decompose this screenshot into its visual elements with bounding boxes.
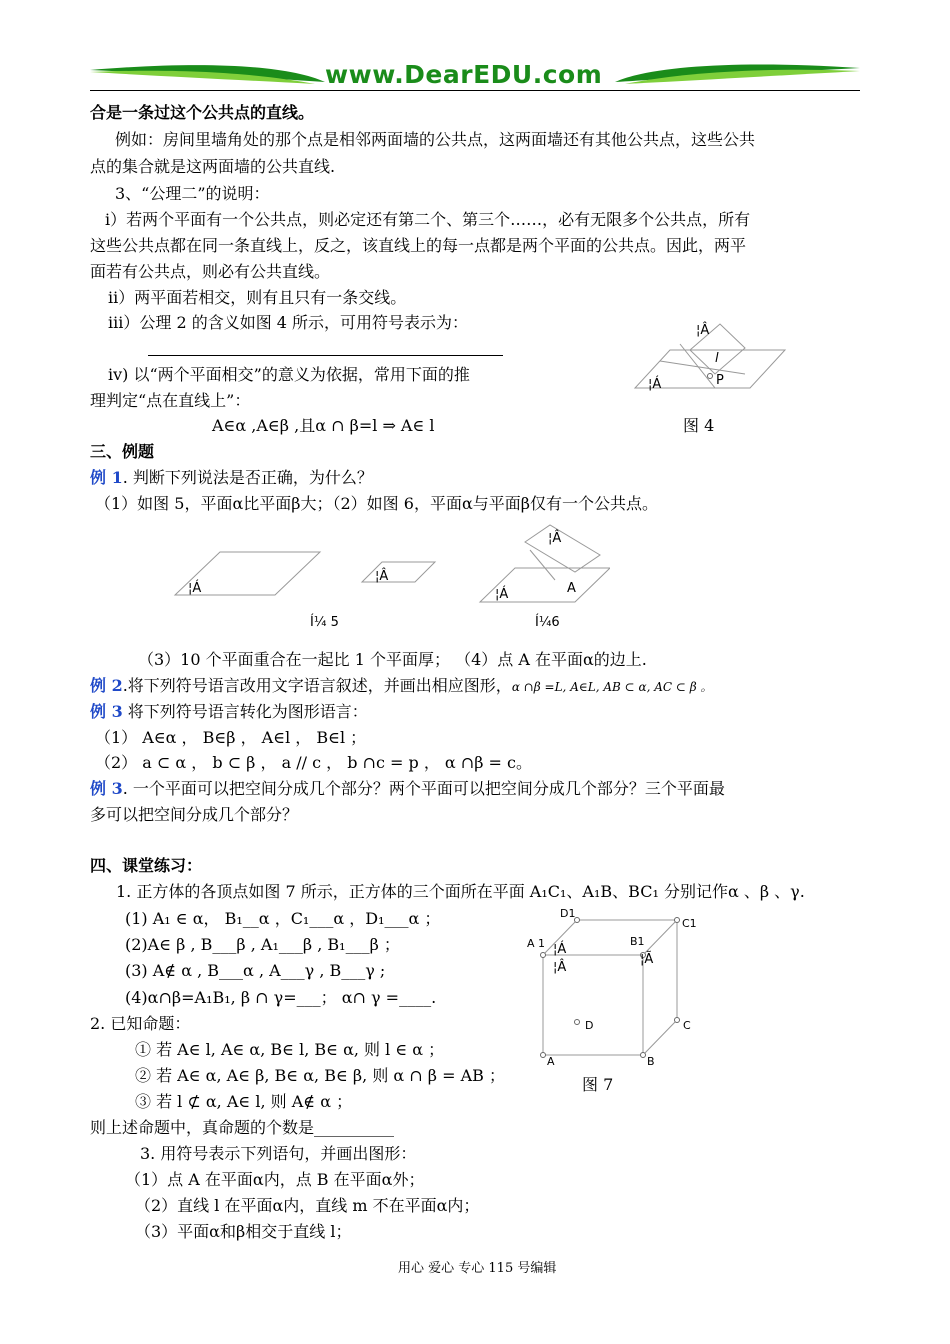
practice-3-item-3: （3）平面α和β相交于直线 l；: [135, 1222, 352, 1241]
practice-1-item-2: (2)A∈ β , B___β , A₁___β , B₁___β ；: [125, 935, 400, 954]
example-4-line: 例 3. 一个平面可以把空间分成几个部分？两个平面可以把空间分成几个部分？三个平面最: [90, 779, 725, 798]
fig7-label-c: C: [683, 1019, 691, 1032]
fig7-gamma-label: ¦Ã: [640, 952, 654, 967]
fig7-label-b1: B1: [630, 935, 645, 948]
example-3-line: 例 3 将下列符号语言转化为图形语言：: [90, 702, 368, 721]
page-footer: 用心 爱心 专心 115 号编辑: [398, 1261, 557, 1276]
fig7-label-d: D: [585, 1019, 594, 1032]
section-heading-examples: 三、例题: [90, 442, 155, 461]
figure-7-cube-diagram: [525, 905, 705, 1070]
practice-2-item-3: ③ 若 l ⊄ α, A∈ l, 则 A∉ α ；: [135, 1092, 353, 1111]
fig5-caption: Í¼ 5: [310, 615, 339, 630]
paragraph-line: 面若有公共点，则必有公共直线。: [90, 262, 331, 281]
fig7-label-d1: D1: [560, 907, 576, 920]
fig6-alpha-label: ¦Á: [495, 587, 509, 602]
figure-7-caption: 图 7: [582, 1075, 614, 1094]
paragraph-line: ⅲ）公理 2 的含义如图 4 所示，可用符号表示为：: [108, 313, 469, 332]
fig6-beta-label: ¦Â: [548, 531, 562, 546]
fig4-alpha-label: ¦Á: [648, 377, 662, 392]
practice-1-item-4: (4)α∩β=A₁B₁, β ∩ γ=___； α∩ γ =____.: [125, 988, 437, 1007]
header-rule: [90, 90, 860, 91]
paragraph-line: iv) 以“两个平面相交”的意义为依据，常用下面的推: [108, 365, 470, 384]
fig5-alpha-label: ¦Á: [188, 581, 202, 596]
fig6-point-label: A: [567, 581, 576, 596]
fig7-label-a: A: [547, 1055, 555, 1068]
example-3-item-1: （1） A∈α ， B∈β ， A∈l ， B∈l ；: [95, 728, 367, 747]
fig7-label-c1: C1: [682, 917, 697, 930]
example-4-label: 例 3: [90, 779, 123, 798]
paragraph-line: 这些公共点都在同一条直线上，反之，该直线上的每一点都是两个平面的公共点。因此，两平: [90, 236, 747, 255]
example-1-questions: （1）如图 5，平面α比平面β大；（2）如图 6，平面α与平面β仅有一个公共点。: [95, 494, 659, 513]
subheading: 3、“公理二”的说明：: [115, 184, 270, 203]
example-1-questions-cont: （3）10 个平面重合在一起比 1 个平面厚； （4）点 A 在平面α的边上.: [138, 650, 647, 669]
paragraph-line: 理判定“点在直线上”：: [90, 391, 251, 410]
practice-3-item-1: （1）点 A 在平面α内，点 B 在平面α外；: [125, 1170, 425, 1189]
paragraph-line: ⅰ）若两个平面有一个公共点，则必定还有第二个、第三个……，必有无限多个公共点，所有: [105, 210, 751, 229]
fig5-beta-label: ¦Â: [375, 569, 389, 584]
section-heading-practice: 四、课堂练习：: [90, 856, 203, 875]
fig7-label-b: B: [647, 1055, 655, 1068]
paragraph-line: 点的集合就是这两面墙的公共直线.: [90, 157, 336, 176]
fig4-point-label: P: [716, 373, 724, 388]
formula-line: A∈α ,A∈β ,且α ∩ β=l ⇒ A∈ l: [212, 416, 435, 435]
practice-1-item-1: (1) A₁ ∈ α， B₁__α ，C₁___α ，D₁___α ；: [125, 909, 441, 928]
fig4-line-label: l: [715, 351, 719, 366]
practice-1-item-3: (3) A∉ α , B___α , A___γ , B___γ ;: [125, 961, 386, 980]
example-2-line: 例 2.将下列符号语言改用文字语言叙述，并画出相应图形，α ∩β =L, A∈L, AB ⊂ α, AC ⊂ β 。: [90, 676, 713, 695]
practice-2-item-1: ① 若 A∈ l, A∈ α, B∈ l, B∈ α, 则 l ∈ α ；: [135, 1040, 445, 1059]
example-3-label: 例 3: [90, 702, 123, 721]
practice-2-question: 则上述命题中，真命题的个数是__________: [90, 1118, 395, 1137]
figure-5-6-diagram: [170, 520, 610, 635]
practice-1: 1. 正方体的各顶点如图 7 所示，正方体的三个面所在平面 A₁C₁、A₁B、BC₁ 分别记作α 、β 、γ.: [116, 882, 805, 901]
site-logo[interactable]: www.DearEDU.com: [325, 60, 603, 89]
fig7-label-a1: A 1: [527, 937, 546, 950]
example-1-line: 例 1. 判断下列说法是否正确，为什么？: [90, 468, 373, 487]
fig6-caption: Í¼6: [535, 615, 560, 630]
fig4-beta-label: ¦Â: [696, 323, 710, 338]
example-2-label: 例 2: [90, 676, 123, 695]
practice-3-item-2: （2）直线 l 在平面α内，直线 m 不在平面α内；: [135, 1196, 480, 1215]
practice-2: 2. 已知命题：: [90, 1014, 191, 1033]
fig7-alpha-label: ¦Á: [553, 942, 567, 957]
example-3-item-2: （2） a ⊂ α ， b ⊂ β ， a // c ， b ∩c = p ， α ∩β = c。: [95, 753, 533, 772]
answer-blank-line: [148, 355, 503, 356]
figure-4-caption: 图 4: [683, 416, 715, 435]
example-4-line-2: 多可以把空间分成几个部分？: [90, 805, 299, 824]
fig7-beta-label: ¦Â: [553, 960, 567, 975]
example-1-label: 例 1: [90, 468, 123, 487]
paragraph-line: ⅱ）两平面若相交，则有且只有一条交线。: [108, 288, 407, 307]
practice-3: 3. 用符号表示下列语句，并画出图形：: [140, 1144, 417, 1163]
paragraph-line: 例如：房间里墙角处的那个点是相邻两面墙的公共点，这两面墙还有其他公共点，这些公共: [115, 130, 756, 149]
practice-2-item-2: ② 若 A∈ α, A∈ β, B∈ α, B∈ β, 则 α ∩ β = AB ；: [135, 1066, 506, 1085]
continued-text: 合是一条过这个公共点的直线。: [90, 103, 315, 122]
